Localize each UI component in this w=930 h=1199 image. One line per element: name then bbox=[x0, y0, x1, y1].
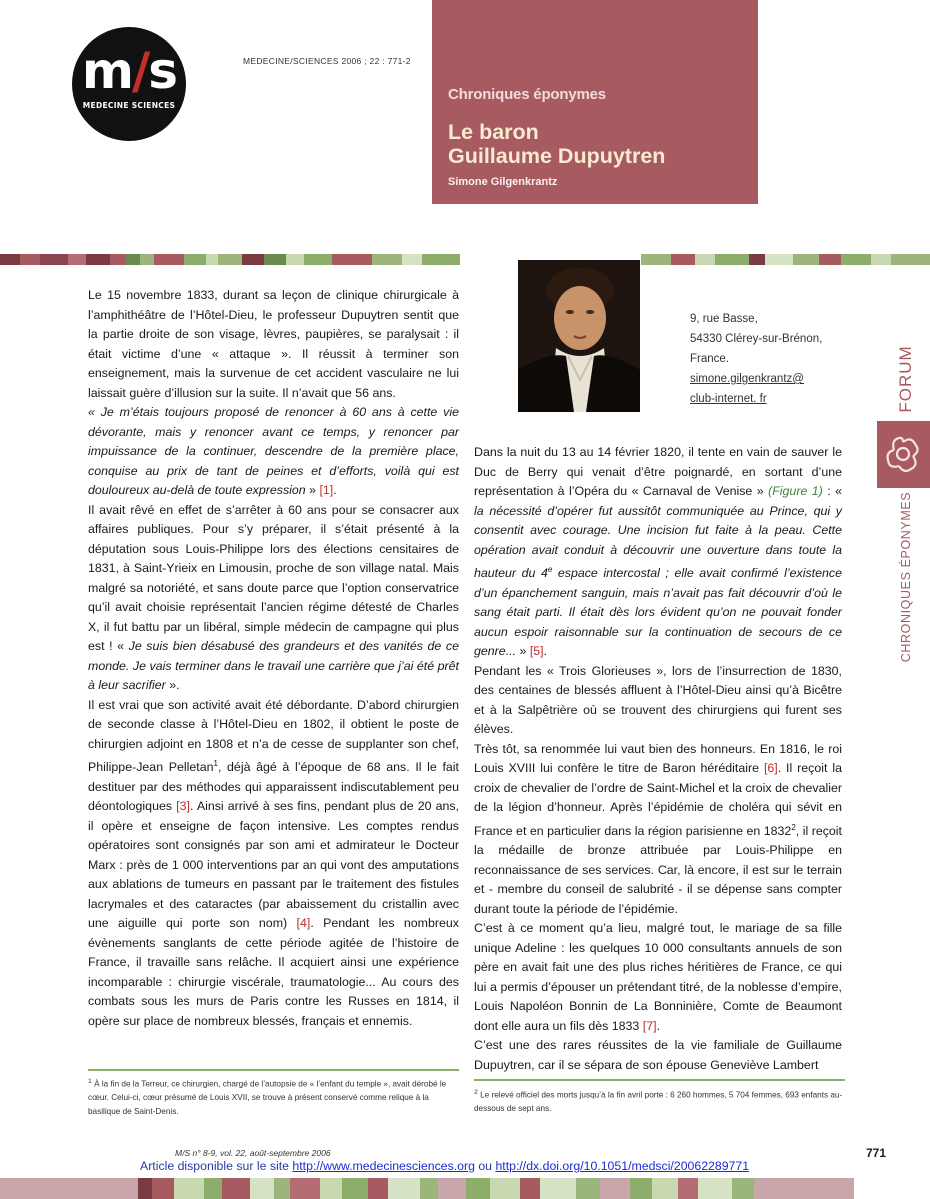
figure-link[interactable]: (Figure 1) bbox=[768, 484, 823, 498]
address-line-1: 9, rue Basse, bbox=[690, 313, 758, 325]
decorative-stripe-bottom bbox=[0, 1178, 930, 1199]
punctuation: . bbox=[656, 1018, 661, 1033]
paragraph bbox=[474, 443, 842, 662]
logo-mark: m/s bbox=[81, 42, 177, 100]
text: , il reçoit la médaille de bronze attribuée par Louis-Philippe en reconnaissance de ses services. Car, là encore, il est sur le terrain et - membre du conseil de salubrité - il se dépense sans compter durant toute la période de l’épidémie. bbox=[474, 823, 842, 916]
footnote-2 bbox=[474, 1086, 845, 1116]
quote: la nécessité d’opérer fut aussitôt communiquée au Prince, qui y consentit avec courage. Une incision fut faite à la peau. Cette opération avait conduit à découvrir une ouverture dans toute la hauteur du 4 bbox=[474, 503, 842, 581]
article-availability bbox=[140, 1159, 749, 1173]
paragraph bbox=[88, 501, 459, 696]
paragraph bbox=[88, 403, 459, 501]
text: . Pendant les nombreux évènements sanglants de cette période agitée de l’histoire de France, il travaille sans relâche. Il acquiert ainsi une expérience incomparable : chirurgie viscérale, traumatologie... Au cours des combats sous les murs de Paris contre les Russes en 1814, il opère sur place de nombreux blessés, français et ennemis. bbox=[88, 916, 460, 1028]
address-line-3: France. bbox=[690, 353, 729, 365]
title-line-1: Le baron bbox=[448, 120, 539, 144]
link-separator: ou bbox=[474, 1159, 496, 1173]
reference-link[interactable]: [4] bbox=[296, 916, 311, 931]
footnote-1 bbox=[88, 1075, 459, 1118]
journal-reference: MEDECINE/SCIENCES 2006 ; 22 : 771-2 bbox=[243, 56, 411, 66]
footnote-divider bbox=[88, 1069, 459, 1071]
text: , déjà âgé à l’époque de 68 ans. Il le fait destituer par des méthodes qui apparaissent indiscutablement peu déontologiques bbox=[88, 760, 459, 814]
left-column bbox=[88, 286, 459, 1031]
forum-emblem-icon bbox=[877, 421, 930, 488]
text: Il est vrai que son activité avait été débordante. D’abord chirurgien de seconde classe à l’Hôtel-Dieu en 1802, il obtient le poste de chirurgien adjoint en 1808 et n’a de cesse de supplanter son chef, Philippe-Jean Pelletan bbox=[88, 697, 459, 775]
paragraph: Le 15 novembre 1833, durant sa leçon de clinique chirurgicale à l’amphithéâtre de l’Hôtel-Dieu, le professeur Dupuytren sentit que la partie droite de son visage, lèvres, paupières, se paralysait : il était victime d’une « attaque ». Il réussit à terminer son enseignement, mais la survenue de cet accident vasculaire ne lui laissait guère d’illusion sur la suite. Il n’avait que 56 ans. bbox=[88, 288, 459, 400]
article-title bbox=[448, 120, 665, 168]
address-line-2: 54330 Clérey-sur-Brénon, bbox=[690, 333, 823, 345]
page-number: 771 bbox=[866, 1146, 887, 1160]
quote: Je suis bien désabusé des grandeurs et des vanités de ce monde. Je vais terminer dans le travail une carrière que j’ai été prêt à leur sacrifier bbox=[88, 639, 459, 692]
text: Dans la nuit du 13 au 14 février 1820, il tente en vain de sauver le Duc de Berry qui venait d’être poignardé, en sortant d’une représentation à l’Opéra du « Carnaval de Venise » bbox=[474, 445, 842, 498]
reference-link[interactable]: [1] bbox=[319, 483, 334, 497]
issue-reference: M/S n° 8-9, vol. 22, août-septembre 2006 bbox=[175, 1148, 331, 1158]
text: C’est à ce moment qu’a lieu, malgré tout, le mariage de sa fille unique Adeline : les quelques 10 000 consultants annuels de son père en avait fait une des plus riches héritières de France, ce qui lui a permis d’épouser un prétendant titré, de la noblesse d’empire, Louis Napoléon Bonnin de La Bonninière, Comte de Beaumont dont elle aura un fils dès 1833 bbox=[474, 921, 842, 1033]
superscript: e bbox=[547, 565, 553, 574]
quote-close: ». bbox=[165, 678, 180, 692]
text: : « bbox=[822, 484, 842, 498]
quote: espace intercostal ; elle avait confirmé l’existence d’un épanchement sanguin, mais n’avait pas fait découvrir d’où le sang était parti. Il était dès lors évident qu’on ne pouvait fonder aucun espoir raisonnable sur la continuation de secours de ce genre... bbox=[474, 566, 842, 659]
category-label bbox=[883, 492, 929, 662]
section-label bbox=[883, 342, 929, 416]
paragraph bbox=[88, 696, 459, 1032]
author-address bbox=[690, 309, 822, 409]
email-link-line-2[interactable]: club-internet. fr bbox=[690, 393, 767, 405]
punctuation: . bbox=[333, 483, 337, 497]
right-column bbox=[474, 443, 842, 1075]
email-link-line-1[interactable]: simone.gilgenkrantz@ bbox=[690, 373, 804, 385]
reference-link[interactable]: [6] bbox=[763, 761, 778, 776]
title-line-2: Guillaume Dupuytren bbox=[448, 144, 666, 168]
portrait-drawing bbox=[518, 260, 640, 412]
paragraph: C’est une des rares réussites de la vie familiale de Guillaume Dupuytren, car il se sépara de son épouse Geneviève Lambert bbox=[474, 1038, 842, 1072]
doi-link[interactable]: http://dx.doi.org/10.1051/medsci/20062289771 bbox=[495, 1159, 750, 1173]
article-author: Simone Gilgenkrantz bbox=[448, 176, 558, 188]
reference-link[interactable]: [7] bbox=[642, 1018, 657, 1033]
section-forum-text: FORUM bbox=[896, 345, 915, 413]
text: . Ainsi arrivé à ses fins, pendant plus de 20 ans, il opère et enseigne de façon intensive. Les comptes rendus opératoires sont consignés par son ami et admirateur le Docteur Marx : près de 1 000 interventions par an qui vont des amputations aux ablations de tumeurs en passant par le traitement des fistules lacrymales et des cataractes (par abaissement du cristallin avec une aiguille qui porte son nom) bbox=[88, 799, 459, 931]
text: . Il reçoit la croix de chevalier de l’ordre de Saint-Michel et la croix de chevalier de la légion d’honneur. Après l’épidémie de choléra qui sévit en France et en particulier dans la région parisienne en 1832 bbox=[474, 761, 842, 838]
decorative-stripe-right bbox=[641, 254, 930, 265]
paragraph bbox=[474, 919, 842, 1036]
logo-subtitle: MEDECINE SCIENCES bbox=[82, 101, 176, 110]
paragraph bbox=[474, 740, 842, 920]
punctuation: . bbox=[543, 644, 548, 659]
footnote-text: À la fin de la Terreur, ce chirurgien, chargé de l’autopsie de « l’enfant du temple », avait dérobé le cœur. Celui-ci, cœur présumé de Louis XVII, se trouve à présent conservé comme relique à la basilique de Saint-Denis. bbox=[88, 1079, 447, 1116]
footnote-divider bbox=[474, 1079, 845, 1081]
footnote-marker[interactable]: 1 bbox=[213, 759, 218, 768]
portrait-image bbox=[518, 260, 640, 412]
link-prefix: Article disponible sur le site bbox=[140, 1159, 293, 1173]
footnote-text: Le relevé officiel des morts jusqu’à la fin avril porte : 6 260 hommes, 5 704 femmes, 693 enfants au-dessous de sept ans. bbox=[474, 1090, 843, 1114]
text: Très tôt, sa renommée lui vaut bien des honneurs. En 1816, le roi Louis XVIII lui confère le titre de Baron héréditaire bbox=[474, 741, 842, 776]
reference-link[interactable]: [5] bbox=[529, 644, 544, 659]
decorative-stripe-left bbox=[0, 254, 460, 265]
emblem-icon bbox=[877, 421, 930, 488]
text: Il avait rêvé en effet de s’arrêter à 60 ans pour se consacrer aux affaires publiques. Pour s’y préparer, il s’était présenté à la députation sous Louis-Philippe lors des élections censitaires de 1831, à Saint-Yrieix en Limousin, proche de son village natal. Mais malgré sa notoriété, et sans doute parce que l’option conservatrice qu’il avait choisie représentait l’ancien régime détesté de Charles X, il fut battu par un libéral, simple médecin de campagne qui plus est ! « bbox=[88, 502, 459, 653]
journal-logo bbox=[72, 27, 186, 141]
site-link[interactable]: http://www.medecinesciences.org bbox=[292, 1159, 475, 1173]
footnote-number: 1 bbox=[88, 1078, 92, 1085]
quote: « Je m’étais toujours proposé de renoncer à 60 ans à cette vie dévorante, mais y renoncer avant ce temps, y renoncer par impuissance de la continuer, descendre de la première place, conquise au prix de tant de peines et d’efforts, voilà qui est douloureux au-delà de toute expression bbox=[88, 405, 459, 497]
reference-link[interactable]: [3] bbox=[176, 799, 190, 814]
footnote-marker[interactable]: 2 bbox=[791, 822, 796, 832]
quote-close: » bbox=[516, 644, 530, 659]
quote-close: » bbox=[305, 483, 320, 497]
paragraph: Pendant les « Trois Glorieuses », lors de l’insurrection de 1830, des centaines de blessés affluent à l’Hôtel-Dieu ainsi qu’à Bicêtre et à la Salpêtrière où se trouvent des chirurgiens qui furent ses élèves. bbox=[474, 663, 842, 737]
footnote-number: 2 bbox=[474, 1089, 478, 1096]
category-text: CHRONIQUES ÉPONYMES bbox=[899, 491, 913, 663]
rubric-label: Chroniques éponymes bbox=[448, 86, 606, 103]
